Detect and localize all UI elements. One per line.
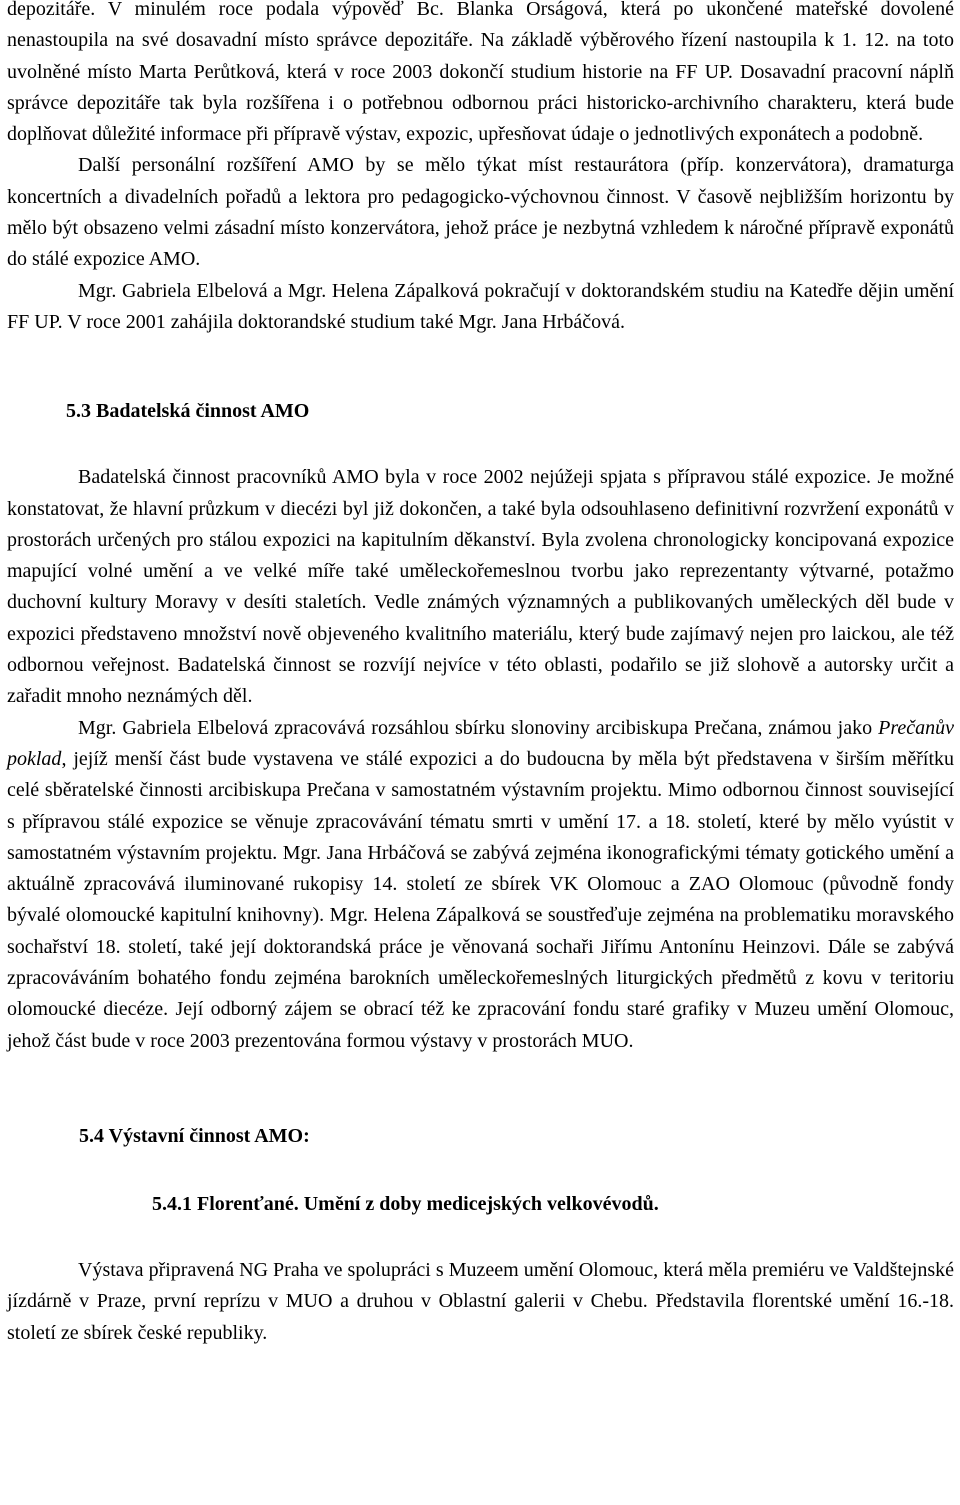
precan-treasure-title: Prečanův poklad <box>7 716 954 770</box>
paragraph-depository-staff: depozitáře. V minulém roce podala výpověď Bc. Blanka Orságová, která po ukončené mateřské dovolené nenastoupila na své dosavadní místo správce depozitáře. Na základě výběrového řízení nastoupila k 1. 12. na toto uvolněné místo Marta Perůtková, která v roce 2003 dokončí studium historie na FF UP. Dosavadní pracovní náplň správce depozitáře tak byla rozšířena i o potřebnou odbornou práci historicko-archivního charakteru, která bude doplňovat důležité informace při přípravě výstav, expozic, upřesňovat údaje o jednotlivých exponátech a podobně. <box>7 0 954 146</box>
paragraph-research-staff-start: Mgr. Gabriela Elbelová zpracovává rozsáhlou sbírku slonoviny arcibiskupa Prečana, známou jako <box>78 716 879 739</box>
heading-research-title: Badatelská činnost AMO <box>91 400 310 423</box>
paragraph-research-staff-rest: , jejíž menší část bude vystavena ve stálé expozici a do budoucna by měla být představena v širším měřítku celé sběratelské činnosti arcibiskupa Prečana v samostatném výstavním projektu. Mimo odbornou činnost související s přípravou stálé expozice se věnuje zpracovávání tématu smrti v umění 17. a 18. století, které by mělo vyústit v samostatném výstavním projektu. Mgr. Jana Hrbáčová se zabývá zejména ikonografickými tématy gotického umění a aktuálně zpracovává iluminované rukopisy 14. století ze sbírek VK Olomouc a ZAO Olomouc (původně fondy bývalé olomoucké kapitulní knihovny). Mgr. Helena Zápalková se soustřeďuje zejména na problematiku moravského sochařství 18. století, také její doktorandská práce je věnovaná sochaři Jiřímu Antonínu Heinzovi. Dále se zabývá zpracováváním bohatého fondu zejména barokních uměleckořemeslných liturgických předmětů z kovu v teritoriu olomoucké diecéze. Její odborný zájem se obrací též ke zpracování fondu staré grafiky v Muzeu umění Olomouc, jehož část bude v roce 2003 prezentována formou výstavy v prostorách MUO. <box>7 747 954 1052</box>
paragraph-doctoral-study: Mgr. Gabriela Elbelová a Mgr. Helena Zápalková pokračují v doktorandském studiu na Katedře dějin umění FF UP. V roce 2001 zahájila doktorandské studium také Mgr. Jana Hrbáčová. <box>7 279 954 333</box>
heading-research-activity <box>7 396 954 427</box>
paragraph-florentines-exhibition: Výstava připravená NG Praha ve spolupráci s Muzeem umění Olomouc, která měla premiéru ve Valdštejnské jízdárně v Praze, první reprízu v MUO a druhou v Oblastní galerii v Chebu. Představila florentské umění 16.-18. století ze sbírek české republiky. <box>7 1258 954 1344</box>
heading-florentines-exhibition: 5.4.1 Florenťané. Umění z doby medicejských velkovévodů. <box>152 1192 659 1215</box>
paragraph-research-overview: Badatelská činnost pracovníků AMO byla v roce 2002 nejúžeji spjata s přípravou stálé expozice. Je možné konstatovat, že hlavní průzkum v diecézi byl již dokončen, a také byla odsouhlaseno definitivní rozvržení exponátů v prostorách určených pro stálou expozici na kapitulním děkanství. Byla zvolena chronologicky koncipovaná expozice mapující volné umění a ve velké míře také uměleckořemeslnou tvorbu jako reprezentanty výtvarné, potažmo duchovní kultury Moravy v desíti staletích. Vedle známých významných a publikovaných uměleckých děl bude v expozici představeno množství nově objeveného kvalitního materiálu, který bude zajímavý nejen pro laickou, ale též odbornou veřejnost. Badatelská činnost se rozvíjí nejvíce v této oblasti, podařilo se již slohově a autorsky určit a zařadit mnoho neznámých děl. <box>7 466 954 708</box>
heading-research-number: 5.3 <box>66 400 91 423</box>
paragraph-research-staff <box>7 713 954 1057</box>
heading-exhibition-activity: 5.4 Výstavní činnost AMO: <box>79 1124 310 1147</box>
paragraph-personnel-expansion: Další personální rozšíření AMO by se mělo týkat míst restaurátora (příp. konzervátora), dramaturga koncertních a divadelních pořadů a lektora pro pedagogicko-výchovnou činnost. V časově nejbližším horizontu by mělo být obsazeno velmi zásadní místo konzervátora, jehož práce je nezbytná vzhledem k náročné přípravě exponátů do stálé expozice AMO. <box>7 154 954 271</box>
